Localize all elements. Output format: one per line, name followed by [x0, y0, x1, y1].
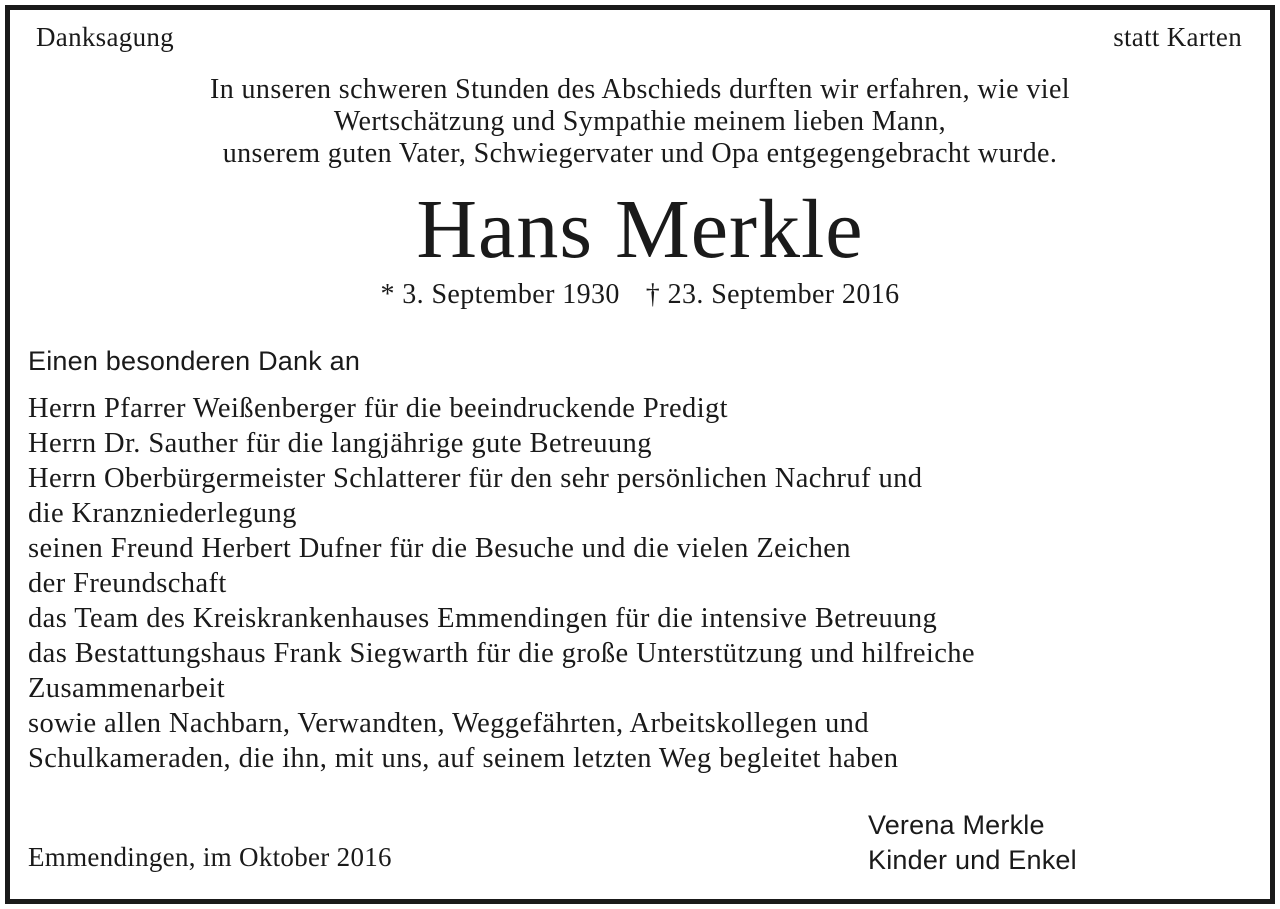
signature-line: Verena Merkle — [868, 810, 1045, 840]
thanks-line: Herrn Oberbürgermeister Schlatterer für den sehr persönlichen Nachruf und — [28, 463, 923, 494]
life-dates — [0, 278, 1280, 312]
thanks-line: sowie allen Nachbarn, Verwandten, Weggefährten, Arbeitskollegen und — [28, 708, 869, 739]
thanks-list — [28, 391, 1258, 776]
intro-line: Wertschätzung und Sympathie meinem lieben Mann, — [333, 106, 947, 137]
thanks-line: das Team des Kreiskrankenhauses Emmendingen für die intensive Betreuung — [28, 603, 938, 634]
thanks-line: der Freundschaft — [28, 568, 227, 599]
thanks-line: Herrn Dr. Sauther für die langjährige gute Betreuung — [28, 428, 652, 459]
place-date: Emmendingen, im Oktober 2016 — [28, 842, 392, 872]
header-danksagung: Danksagung — [36, 22, 174, 52]
thanks-line: das Bestattungshaus Frank Siegwarth für die große Unterstützung und hilfreiche — [28, 638, 975, 669]
signature-line: Kinder und Enkel — [868, 845, 1077, 875]
intro-text — [0, 74, 1280, 170]
deceased-name: Hans Merkle — [416, 183, 864, 276]
thanks-line: seinen Freund Herbert Dufner für die Besuche und die vielen Zeichen — [28, 533, 851, 564]
intro-line: unserem guten Vater, Schwiegervater und Opa entgegengebracht wurde. — [222, 138, 1058, 169]
thanks-line: Zusammenarbeit — [28, 673, 226, 704]
birth-date: * 3. September 1930 — [380, 279, 620, 310]
death-date: † 23. September 2016 — [645, 279, 900, 310]
thanks-line: die Kranzniederlegung — [28, 498, 297, 529]
thanks-line: Schulkameraden, die ihn, mit uns, auf seinem letzten Weg begleitet haben — [28, 743, 899, 774]
intro-line: In unseren schweren Stunden des Abschieds durften wir erfahren, wie viel — [210, 74, 1070, 105]
header-statt-karten: statt Karten — [1113, 22, 1242, 52]
signature-block — [868, 808, 1077, 878]
thanks-line: Herrn Pfarrer Weißenberger für die beeindruckende Predigt — [28, 393, 728, 424]
thanks-heading: Einen besonderen Dank an — [28, 346, 361, 376]
